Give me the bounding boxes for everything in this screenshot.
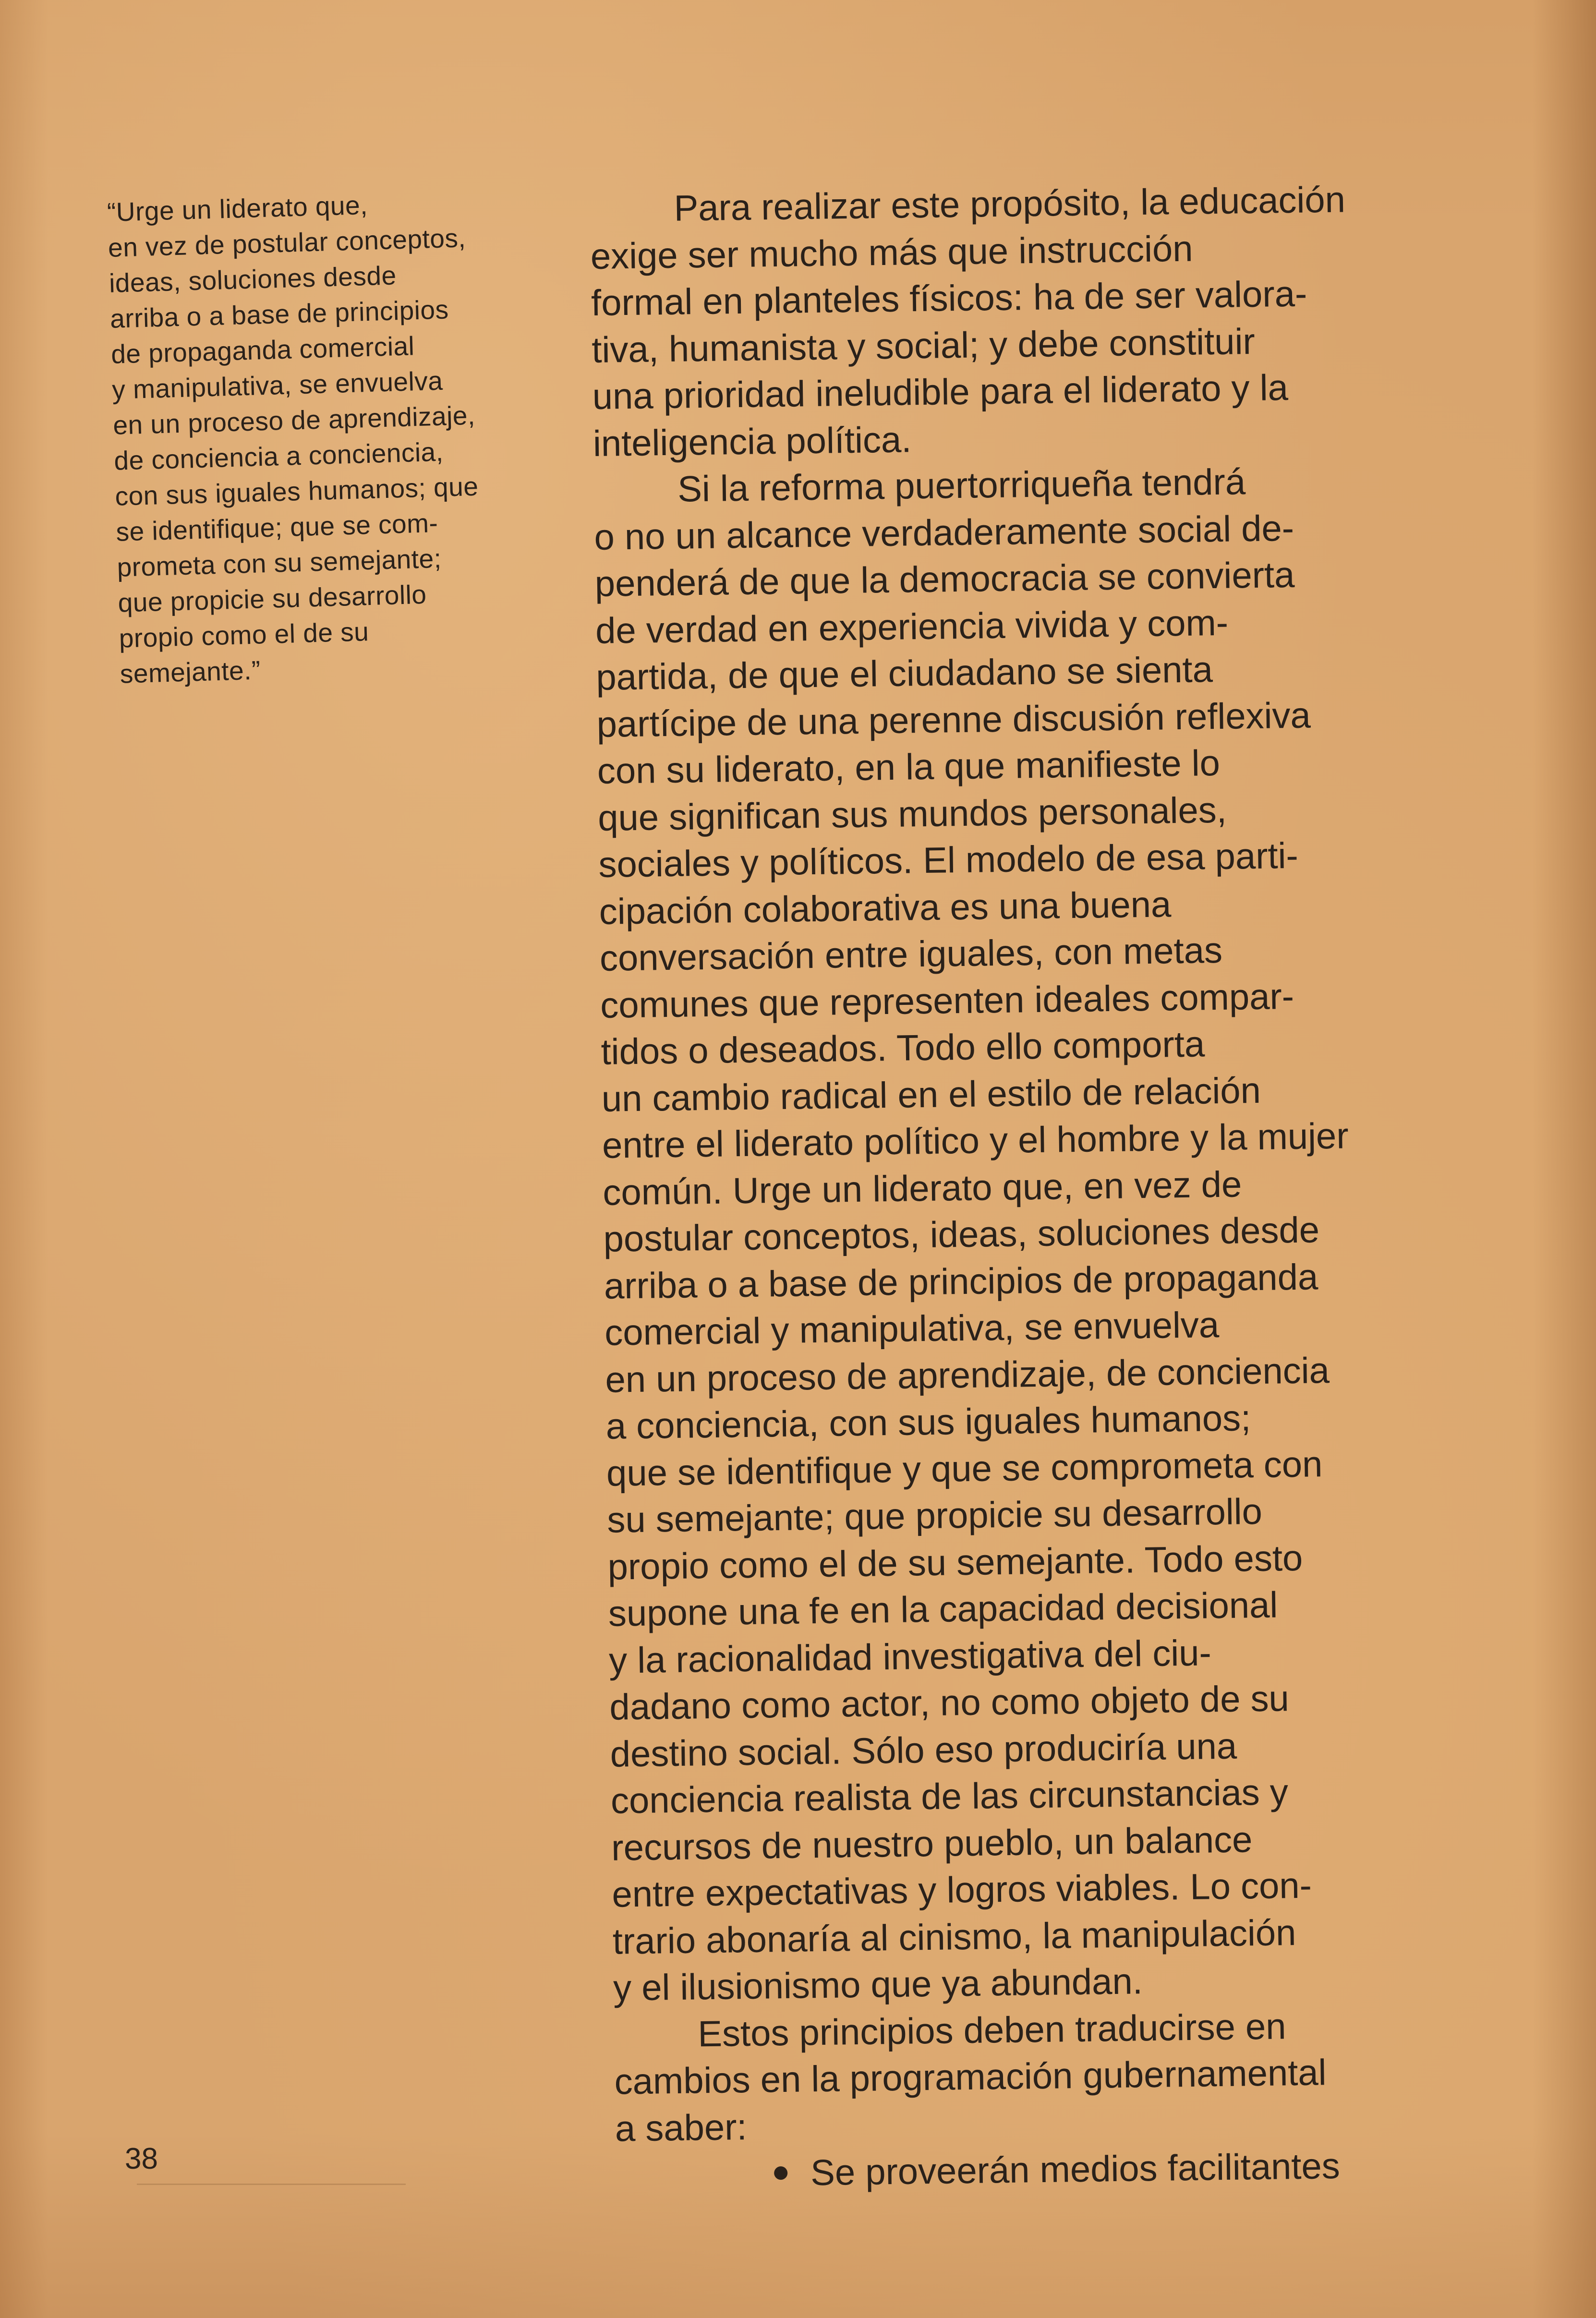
body-line: que significan sus mundos personales, — [597, 789, 1227, 839]
body-line: dadano como actor, no como objeto de su — [609, 1678, 1290, 1728]
body-line: Para realizar este propósito, la educación — [674, 179, 1346, 229]
body-line: destino social. Sólo eso produciría una — [610, 1726, 1237, 1775]
pull-quote-line: de propaganda comercial — [110, 331, 415, 369]
body-line: partida, de que el ciudadano se sienta — [595, 649, 1213, 698]
body-line: exige ser mucho más que instrucción — [590, 228, 1193, 277]
body-line: entre el liderato político y el hombre y la mujer — [602, 1115, 1349, 1166]
pull-quote-line: y manipulativa, se envuelva — [111, 365, 444, 405]
pull-quote-line: “Urge un liderato que, — [107, 190, 368, 227]
body-line: propio como el de su semejante. Todo esto — [607, 1537, 1303, 1588]
pull-quote-line: arriba o a base de principios — [109, 294, 449, 334]
body-line: tiva, humanista y social; y debe constituir — [591, 321, 1256, 371]
body-line: con su liderato, en la que manifieste lo — [597, 742, 1221, 792]
body-line: a saber: — [615, 2106, 748, 2149]
pull-quote-line: se identifique; que se com- — [115, 508, 439, 547]
pull-quote — [107, 182, 567, 692]
body-line: en un proceso de aprendizaje, de conciencia — [605, 1350, 1330, 1400]
body-line: cipación colaborativa es una buena — [599, 883, 1172, 932]
pull-quote-line: en un proceso de aprendizaje, — [112, 400, 476, 440]
body-line: entre expectativas y logros viables. Lo con- — [612, 1865, 1312, 1915]
body-line: su semejante; que propicie su desarrollo — [606, 1491, 1263, 1541]
pull-quote-line: prometa con su semejante; — [116, 543, 442, 582]
bullet-icon — [774, 2166, 787, 2180]
body-line: o no un alcance verdaderamente social de- — [594, 507, 1294, 558]
body-line: penderá de que la democracia se convierta — [594, 554, 1295, 604]
body-line: partícipe de una perenne discusión reflexiva — [596, 694, 1311, 745]
pull-quote-line: propio como el de su — [118, 616, 370, 653]
body-line: que se identifique y que se comprometa con — [606, 1443, 1323, 1494]
body-line: conversación entre iguales, con metas — [599, 930, 1223, 979]
body-line: de verdad en experiencia vivida y com- — [595, 602, 1229, 652]
body-line: cambios en la programación gubernamental — [614, 2052, 1327, 2102]
body-line: y el ilusionismo que ya abundan. — [613, 1961, 1143, 2009]
body-line: postular conceptos, ideas, soluciones desde — [603, 1209, 1320, 1260]
body-line: un cambio radical en el estilo de relación — [601, 1070, 1261, 1120]
body-line: formal en planteles físicos: ha de ser valora- — [591, 273, 1307, 324]
body-line: comercial y manipulativa, se envuelva — [604, 1304, 1220, 1353]
pull-quote-line: con sus iguales humanos; que — [114, 471, 479, 511]
body-line: supone una fe en la capacidad decisional — [608, 1584, 1278, 1634]
pull-quote-line: ideas, soluciones desde — [109, 260, 397, 298]
body-line: comunes que representen ideales compar- — [600, 976, 1294, 1026]
body-line: sociales y políticos. El modelo de esa parti- — [598, 835, 1299, 885]
body-line: una prioridad ineludible para el liderato y la — [592, 367, 1289, 417]
body-line: trario abonaría al cinismo, la manipulación — [612, 1912, 1296, 1962]
body-line: tidos o deseados. Todo ello comporta — [601, 1024, 1205, 1073]
pull-quote-line: que propicie su desarrollo — [117, 579, 427, 618]
bullet-text: Se proveerán medios facilitantes — [810, 2145, 1341, 2194]
pull-quote-line: en vez de postular conceptos, — [108, 223, 466, 263]
body-line: común. Urge un liderato que, en vez de — [602, 1163, 1242, 1213]
body-line: a conciencia, con sus iguales humanos; — [605, 1398, 1251, 1447]
page-number: 38 — [125, 2142, 158, 2175]
body-line: recursos de nuestro pueblo, un balance — [611, 1819, 1253, 1869]
body-line: arriba o a base de principios de propaganda — [604, 1256, 1318, 1307]
body-line: y la racionalidad investigativa del ciu- — [608, 1632, 1212, 1681]
body-line: conciencia realista de las circunstancias y — [610, 1772, 1289, 1822]
body-line: Estos principios deben traducirse en — [697, 2005, 1286, 2054]
body-text — [590, 175, 1490, 2199]
pull-quote-line: de conciencia a conciencia, — [113, 436, 444, 476]
footer-divider — [137, 2184, 406, 2185]
pull-quote-line: semejante.” — [120, 655, 261, 689]
body-line: Si la reforma puertorriqueña tendrá — [677, 461, 1246, 510]
body-line: inteligencia política. — [592, 419, 912, 464]
